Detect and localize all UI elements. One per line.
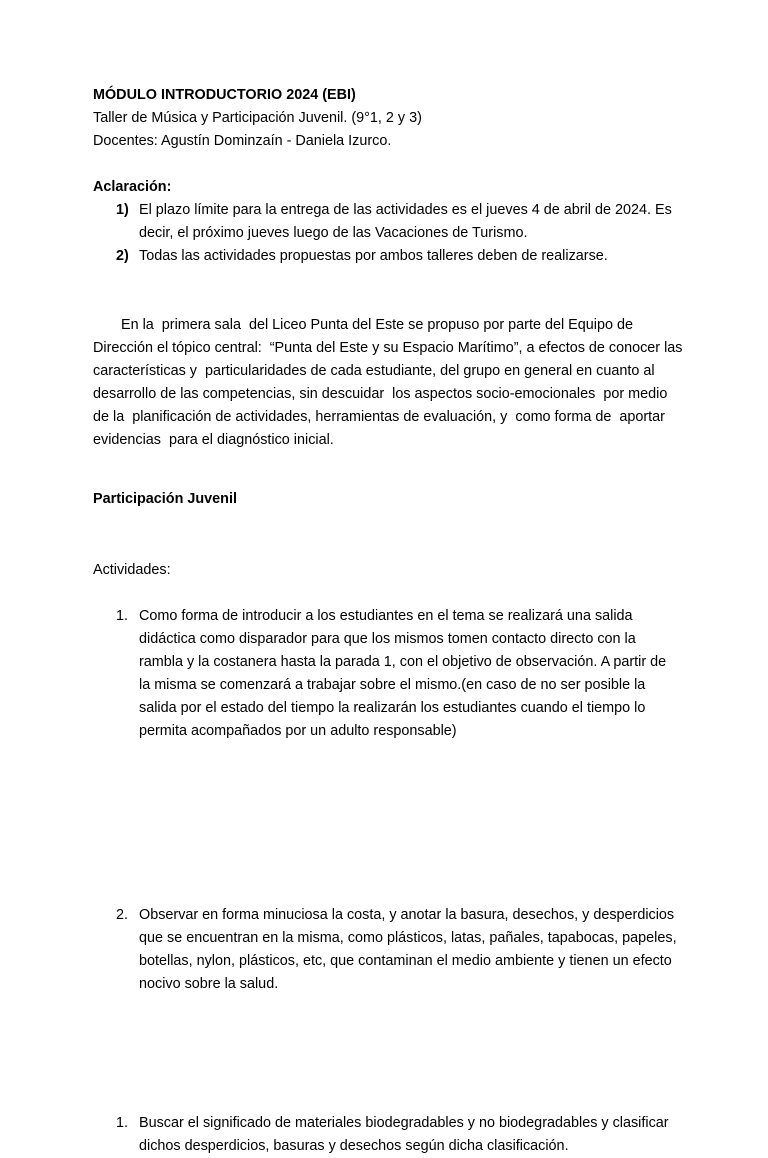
item-text-line: dichos desperdicios, basuras y desechos según dicha clasificación. [139, 1138, 569, 1154]
item-text-line: botellas, nylon, plásticos, etc, que contaminan el medio ambiente y tienen un efecto [139, 953, 672, 969]
item-text-line: nocivo sobre la salud. [139, 976, 279, 992]
item-text-line: El plazo límite para la entrega de las actividades es el jueves 4 de abril de 2024. Es [139, 202, 672, 218]
module-title: MÓDULO INTRODUCTORIO 2024 (EBI) [93, 87, 356, 103]
workshop-subtitle: Taller de Música y Participación Juvenil. (9°1, 2 y 3) [93, 110, 422, 126]
item-text-line: Todas las actividades propuestas por ambos talleres deben de realizarse. [139, 248, 608, 264]
activity-item [93, 904, 729, 996]
item-number: 1) [116, 202, 129, 218]
item-text-line: que se encuentran en la misma, como plásticos, latas, pañales, tapabocas, papeles, [139, 930, 677, 946]
paragraph-line: En la primera sala del Liceo Punta del Este se propuso por parte del Equipo de [93, 317, 633, 333]
activities-label: Actividades: [93, 562, 171, 578]
clarification-item [93, 245, 683, 268]
item-text-line: didáctica como disparador para que los mismos tomen contacto directo con la [139, 631, 636, 647]
item-text-line: permita acompañados por un adulto responsable) [139, 723, 457, 739]
clarification-section [93, 176, 683, 268]
item-text-line: salida por el estado del tiempo la realizarán los estudiantes cuando el tiempo lo [139, 700, 646, 716]
paragraph-line: Dirección el tópico central: “Punta del Este y su Espacio Marítimo”, a efectos de conocer las [93, 340, 683, 356]
paragraph-line: evidencias para el diagnóstico inicial. [93, 432, 334, 448]
paragraph-line: desarrollo de las competencias, sin descuidar los aspectos socio-emocionales por medio [93, 386, 668, 402]
section-heading-wrap [93, 488, 683, 511]
intro-paragraph [93, 314, 683, 452]
teachers-line: Docentes: Agustín Dominzaín - Daniela Izurco. [93, 133, 392, 149]
item-number: 1. [116, 608, 129, 624]
paragraph-line: características y particularidades de cada estudiante, del grupo en general en cuanto al [93, 363, 655, 379]
item-text-line: Como forma de introducir a los estudiantes en el tema se realizará una salida [139, 608, 633, 624]
item-text-line: Buscar el significado de materiales biodegradables y no biodegradables y clasificar [139, 1115, 669, 1131]
item-text-line: rambla y la costanera hasta la parada 1, con el objetivo de observación. A partir de [139, 654, 667, 670]
item-number: 1. [116, 1115, 129, 1131]
section-heading: Participación Juvenil [93, 491, 237, 507]
item-number: 2) [116, 248, 129, 264]
activity-item [93, 605, 729, 743]
activities-label-wrap [93, 559, 683, 582]
activity-item [93, 1112, 729, 1158]
item-number: 2. [116, 907, 129, 923]
document-header [93, 84, 683, 153]
paragraph-line: de la planificación de actividades, herramientas de evaluación, y como forma de aportar [93, 409, 665, 425]
clarification-heading: Aclaración: [93, 179, 172, 195]
item-text-line: la misma se comenzará a trabajar sobre el mismo.(en caso de no ser posible la [139, 677, 646, 693]
item-text-line: Observar en forma minuciosa la costa, y anotar la basura, desechos, y desperdicios [139, 907, 675, 923]
clarification-item [93, 199, 683, 245]
item-text-line: decir, el próximo jueves luego de las Vacaciones de Turismo. [139, 225, 528, 241]
